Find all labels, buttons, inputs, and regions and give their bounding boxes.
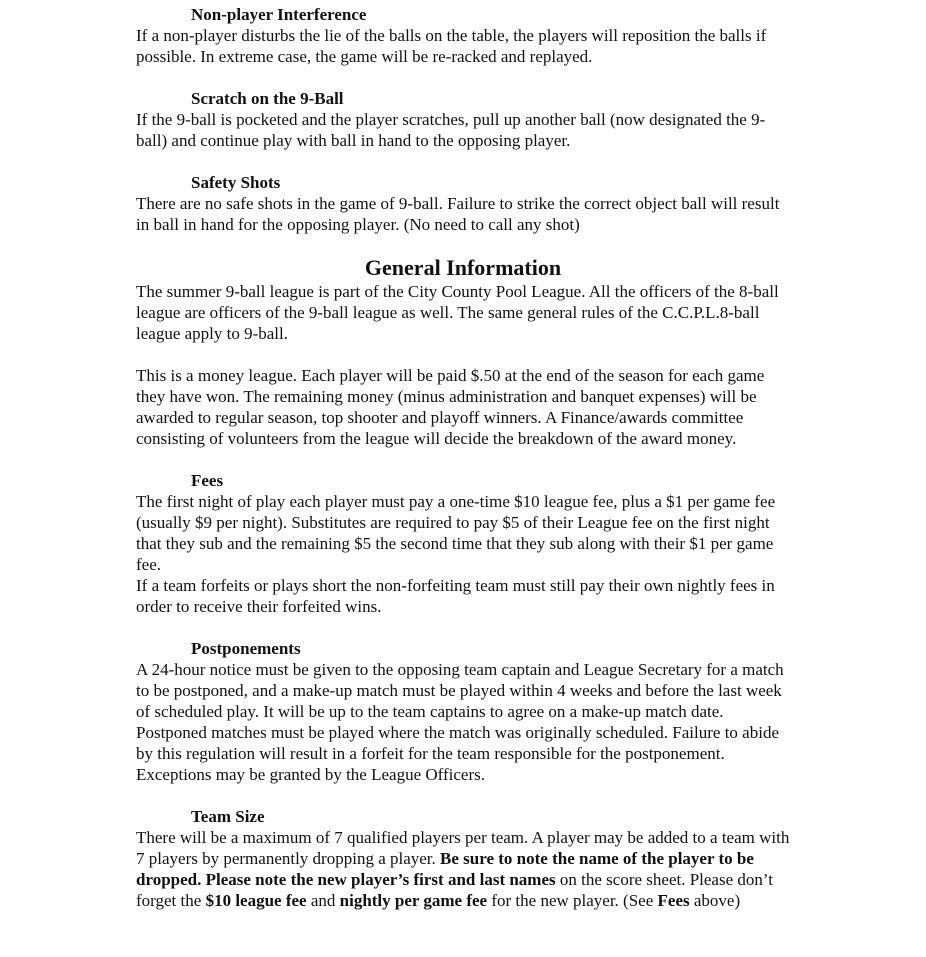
team-size-heading: Team Size [191,807,265,826]
team-size-text-2: on the score sheet. Please don’t forget the [136,870,773,910]
section-scratch-9-ball [136,88,796,151]
section-postponements [136,638,796,785]
rules-document [136,4,796,932]
postponements-text: A 24-hour notice must be given to the opposing team captain and League Secretary for a match to be postponed, and a make-up match must be played within 4 weeks and before the last week of scheduled play. It will be up to the team captains to agree on a make-up match date. Postponed matches must be played where the match was originally scheduled. Failure to abide by this regulation will result in a forfeit for the team responsible for the postponement. Exceptions may be granted by the League Officers. [136,660,784,784]
team-size-text-4: for the new player. (See [487,891,658,910]
scratch-9-ball-heading: Scratch on the 9-Ball [191,89,344,108]
fees-heading: Fees [191,471,224,490]
team-size-text-3: and [306,891,340,910]
team-size-bold-2: $10 league fee [205,891,307,910]
team-size-text-5: above) [689,891,741,910]
safety-shots-text: There are no safe shots in the game of 9-ball. Failure to strike the correct object ball will result in ball in hand for the opposing player. (No need to call any shot) [136,194,780,234]
team-size-text-1: There will be a maximum of 7 qualified players per team. A player may be added to a team with 7 players by permanently dropping a player. [136,828,790,868]
team-size-bold-1: Be sure to note the name of the player to be dropped. Please note the new player’s first and last names [136,849,754,889]
scratch-9-ball-text: If the 9-ball is pocketed and the player scratches, pull up another ball (now designated the 9-ball) and continue play with ball in hand to the opposing player. [136,110,766,150]
section-team-size [136,806,796,911]
section-safety-shots [136,172,796,235]
team-size-bold-3: nightly per game fee [339,891,488,910]
postponements-heading: Postponements [191,639,301,658]
fees-para-2: If a team forfeits or plays short the non-forfeiting team must still pay their own nightly fees in order to receive their forfeited wins. [136,576,775,616]
general-information-heading: General Information [364,255,562,280]
section-nonplayer-interference [136,4,796,67]
general-information-para-1: The summer 9-ball league is part of the City County Pool League. All the officers of the 8-ball league are officers of the 9-ball league as well. The same general rules of the C.C.P.L.8-ball league apply to 9-ball. [136,282,779,343]
safety-shots-heading: Safety Shots [191,173,281,192]
team-size-text [136,827,796,911]
fees-para-1: The first night of play each player must pay a one-time $10 league fee, plus a $1 per game fee (usually $9 per night). Substitutes are required to pay $5 of their League fee on the first night that they sub and the remaining $5 the second time that they sub along with their $1 per game fee. [136,492,776,574]
section-general-information [136,255,796,449]
team-size-bold-4: Fees [657,891,690,910]
section-fees [136,470,796,617]
general-information-para-2: This is a money league. Each player will be paid $.50 at the end of the season for each game they have won. The remaining money (minus administration and banquet expenses) will be awarded to regular season, top shooter and playoff winners. A Finance/awards committee consisting of volunteers from the league will decide the breakdown of the award money. [136,366,765,448]
nonplayer-interference-text: If a non-player disturbs the lie of the balls on the table, the players will reposition the balls if possible. In extreme case, the game will be re-racked and replayed. [136,26,767,66]
nonplayer-interference-heading: Non-player Interference [191,5,367,24]
